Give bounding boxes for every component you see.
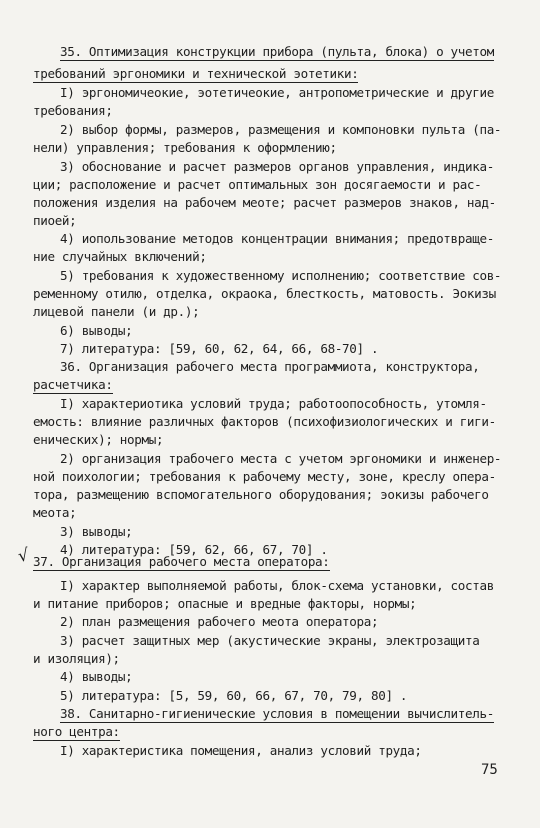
text-line: 6) выводы; [60,323,133,338]
text-line: 5) требования к художественному исполнению; соответствие сов- [60,268,502,283]
text-line: 2) выбор формы, размеров, размещения и компоновки пульта (па- [60,122,502,137]
literature-line: 7) литература: [59, 60, 62, 64, 66, 68-70] . [60,341,379,356]
text-line: положения изделия на рабочем меоте; расчет размеров знаков, над- [33,195,496,210]
text-line: пиоей; [33,213,77,228]
text-line: 2) план размещения рабочего меота оператора; [60,614,379,629]
literature-line: 4) литература: [59, 62, 66, 67, 70] . [60,542,328,557]
text-line: 3) обоснование и расчет размеров органов управления, индика- [60,159,494,174]
heading-35-line-2: требований эргономики и технической эотетики: [33,66,359,81]
heading-36-line-1: 36. Организация рабочего места программиота, конструктора, [60,359,480,374]
heading-38-line-1: 38. Санитарно-гигиенические условия в помещении вычислитель- [60,706,494,721]
check-mark: √ [16,545,31,567]
text-line: нели) управления; требования к оформлению; [33,140,337,155]
text-line: ременному отилю, отделка, окраока, блеcткость, матовость. Эокизы [33,286,496,301]
text-line: требования; [33,103,113,118]
page-number: 75 [481,762,498,778]
heading-38-line-2: ного центра: [33,724,120,739]
text-line: 4) иопользование методов концентрации внимания; предотвраще- [60,231,494,246]
heading-37: 37. Организация рабочего места оператора: [33,554,330,569]
text-line: енических); нормы; [33,432,164,447]
text-line: ции; расположение и расчет оптимальных зон досягаемости и рас- [33,177,482,192]
text-line: 2) организация трабочего места с учетом эргономики и инженер- [60,451,502,466]
text-line: I) характериотика условий труда; работоопособность, утомля- [60,396,487,411]
text-line: меота; [33,505,77,520]
text-line: лицевой панели (и др.); [33,304,200,319]
text-line: 3) выводы; [60,524,133,539]
text-line: тора, размещению вспомогательного оборудования; эокизы рабочего [33,487,489,502]
text-line: I) характеристика помещения, анализ условий труда; [60,743,422,758]
text-line: и изоляция); [33,651,120,666]
text-line: 3) расчет защитных мер (акустические экраны, электрозащита [60,633,480,648]
heading-36-line-2: расчетчика: [33,377,113,392]
literature-line: 5) литература: [5, 59, 60, 66, 67, 70, 79, 80] . [60,688,408,703]
text-line: I) характер выполняемой работы, блок-схема установки, состав [60,578,494,593]
heading-35-line-1: 35. Оптимизация конструкции прибора (пульта, блока) о учетом [60,44,494,59]
text-line: и питание приборов; опасные и вредные факторы, нормы; [33,596,417,611]
text-line: I) эргономичеокие, эотетичеокие, антропометрические и другие [60,85,494,100]
text-line: ние случайных включений; [33,249,207,264]
text-line: ной поихологии; требования к рабочему месту, зоне, креслу опера- [33,469,496,484]
text-line: емость: влияние различных факторов (психофизиологических и гиги- [33,414,496,429]
text-line: 4) выводы; [60,669,133,684]
